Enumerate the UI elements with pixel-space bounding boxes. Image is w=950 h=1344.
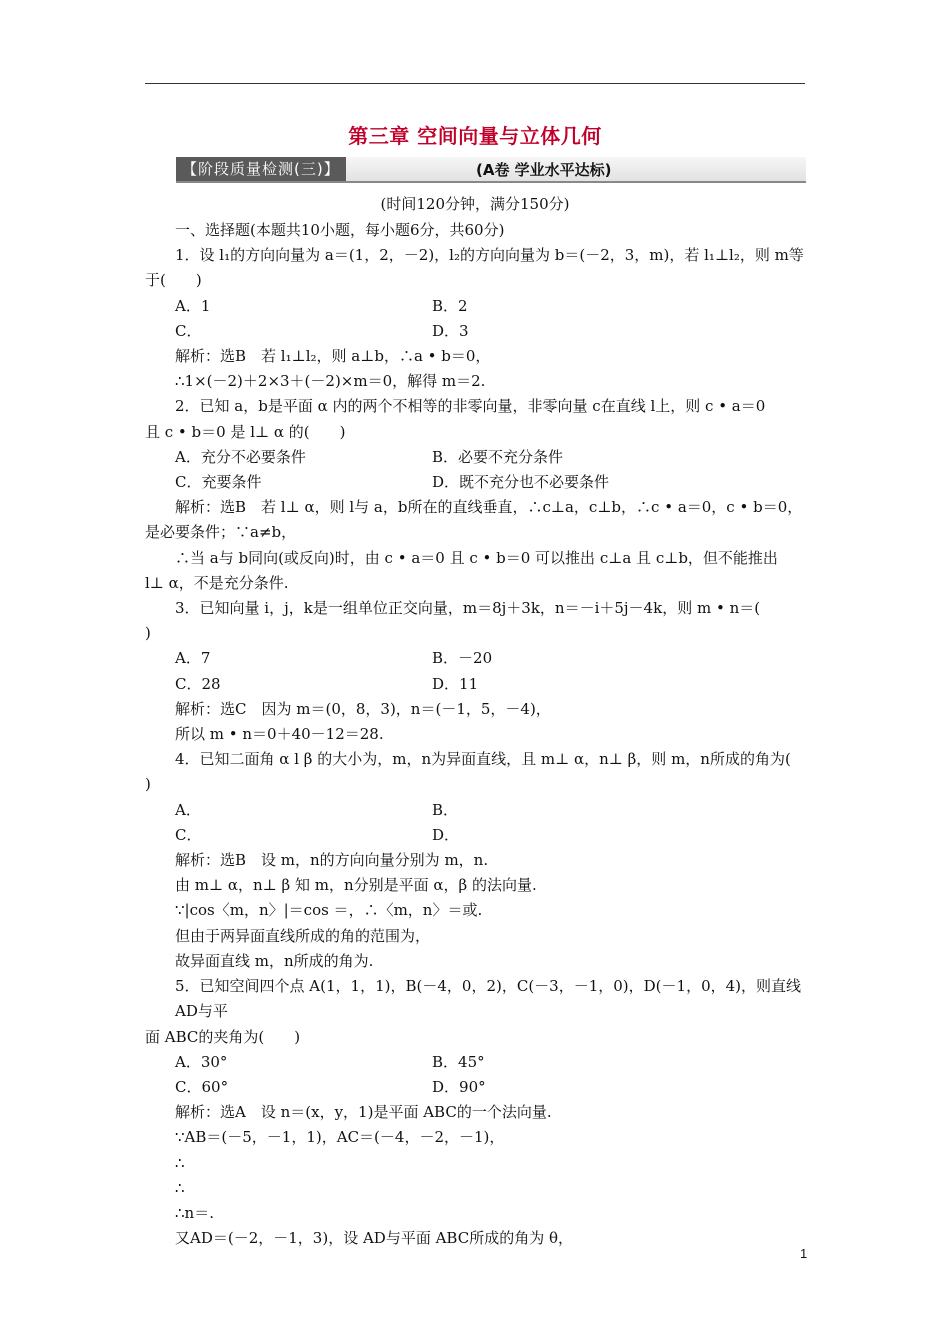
q4-solution: 由 m⊥ α，n⊥ β 知 m，n分别是平面 α，β 的法向量. — [175, 876, 537, 895]
q5-solution: ∵AB＝(－5，－1，1)，AC＝(－4，－2，－1)， — [175, 1128, 505, 1147]
q5-solution: ∴n＝. — [175, 1203, 214, 1222]
q3-options-cd — [145, 672, 808, 697]
q3-solution: 所以 m • n＝0＋40－12＝28. — [175, 725, 384, 744]
q3-options-ab — [145, 646, 808, 671]
q4-stem-cont: ) — [145, 775, 151, 794]
q1-solution: 解析：选B 若 l₁⊥l₂，则 a⊥b，∴a • b＝0， — [175, 347, 491, 366]
q2-stem: 2．已知 a，b是平面 α 内的两个不相等的非零向量，非零向量 c在直线 l上，则 c • a＝0 — [175, 397, 766, 416]
q5-stem-cont: 面 ABC的夹角为( ) — [145, 1027, 301, 1046]
q2-solution: ∴当 a与 b同向(或反向)时，由 c • a＝0 且 c • b＝0 可以推出 c⊥a 且 c⊥b，但不能推出 — [175, 548, 778, 567]
q4-solution: 故异面直线 m，n所成的角为. — [175, 951, 374, 970]
q1-option-b: B．2 — [432, 296, 468, 315]
q5-solution: 解析：选A 设 n＝(x，y，1)是平面 ABC的一个法向量. — [175, 1103, 552, 1122]
q4-option-b: B． — [432, 800, 459, 819]
q5-option-b: B．45° — [432, 1052, 485, 1071]
q3-option-b: B．－20 — [432, 649, 493, 668]
q4-option-a: A． — [175, 800, 201, 819]
q5-stem: 5．已知空间四个点 A(1，1，1)，B(－4，0，2)，C(－3，－1，0)，D(－1，0，4)，则直线 AD与平 — [175, 977, 802, 1021]
q5-option-a: A．30° — [175, 1052, 228, 1071]
q4-options-cd — [145, 823, 808, 848]
section-heading: 一、选择题(本题共10小题，每小题6分，共60分) — [175, 221, 505, 239]
q2-solution: 解析：选B 若 l⊥ α，则 l与 a，b所在的直线垂直，∴c⊥a，c⊥b，∴c • a＝0，c • b＝0， — [175, 498, 803, 517]
section-banner — [176, 157, 806, 183]
section-label: 【阶段质量检测(三)】 — [176, 157, 346, 181]
q4-options-ab — [145, 798, 808, 823]
q4-solution: 但由于两异面直线所成的角的范围为， — [175, 926, 431, 945]
q2-solution: 是必要条件；∵a≠b， — [145, 523, 297, 542]
q5-solution: ∴ — [175, 1153, 185, 1172]
q3-option-a: A．7 — [175, 649, 211, 668]
q1-option-d: D．3 — [432, 321, 469, 340]
paper-type: (A卷 学业水平达标) — [476, 161, 612, 179]
q3-stem-cont: ) — [145, 624, 151, 643]
q2-option-d: D．既不充分也不必要条件 — [432, 473, 610, 492]
q5-options-cd — [145, 1075, 808, 1100]
q1-option-a: A．1 — [175, 296, 211, 315]
chapter-title: 第三章 空间向量与立体几何 — [348, 124, 602, 148]
q5-solution: ∴ — [175, 1178, 185, 1197]
q2-stem-cont: 且 c • b＝0 是 l⊥ α 的( ) — [145, 422, 346, 441]
q3-option-c: C．28 — [175, 674, 221, 693]
q5-option-c: C．60° — [175, 1077, 229, 1096]
q2-solution: l⊥ α，不是充分条件. — [145, 573, 289, 592]
q1-solution: ∴1×(－2)＋2×3＋(－2)×m＝0，解得 m＝2. — [175, 372, 486, 391]
q4-option-d: D． — [432, 825, 460, 844]
q5-options-ab — [145, 1050, 808, 1075]
q1-stem-cont: 于( ) — [145, 271, 202, 290]
q3-stem: 3．已知向量 i，j，k是一组单位正交向量，m＝8j＋3k，n＝－i＋5j－4k，则 m • n＝( — [175, 599, 761, 618]
header-rule — [145, 83, 805, 84]
q3-solution: 解析：选C 因为 m＝(0，8，3)，n＝(－1，5，－4)， — [175, 699, 551, 718]
q5-solution: 又AD＝(－2，－1，3)，设 AD与平面 ABC所成的角为 θ， — [175, 1229, 573, 1248]
page-number: 1 — [800, 1246, 808, 1261]
q3-option-d: D．11 — [432, 674, 479, 693]
q4-stem: 4．已知二面角 α l β 的大小为，m，n为异面直线，且 m⊥ α，n⊥ β，则 m，n所成的角为( — [175, 750, 791, 769]
q2-options-ab — [145, 445, 808, 470]
q5-option-d: D．90° — [432, 1077, 486, 1096]
document-body — [145, 218, 808, 1251]
q2-option-a: A．充分不必要条件 — [175, 447, 306, 466]
q1-option-c: C． — [175, 321, 202, 340]
q4-option-c: C． — [175, 825, 202, 844]
q4-solution: 解析：选B 设 m，n的方向向量分别为 m，n. — [175, 851, 489, 870]
q2-option-c: C．充要条件 — [175, 473, 262, 492]
time-line: (时间120分钟，满分150分) — [380, 195, 570, 213]
q1-options-cd — [145, 319, 808, 344]
q4-solution: ∵|cos〈m，n〉|＝cos ＝，∴〈m，n〉＝或. — [175, 901, 483, 920]
q2-option-b: B．必要不充分条件 — [432, 447, 564, 466]
q1-options-ab — [145, 294, 808, 319]
q1-stem: 1．设 l₁的方向向量为 a＝(1，2，－2)，l₂的方向向量为 b＝(－2，3，m)，若 l₁⊥l₂，则 m等 — [175, 246, 804, 265]
q2-options-cd — [145, 470, 808, 495]
